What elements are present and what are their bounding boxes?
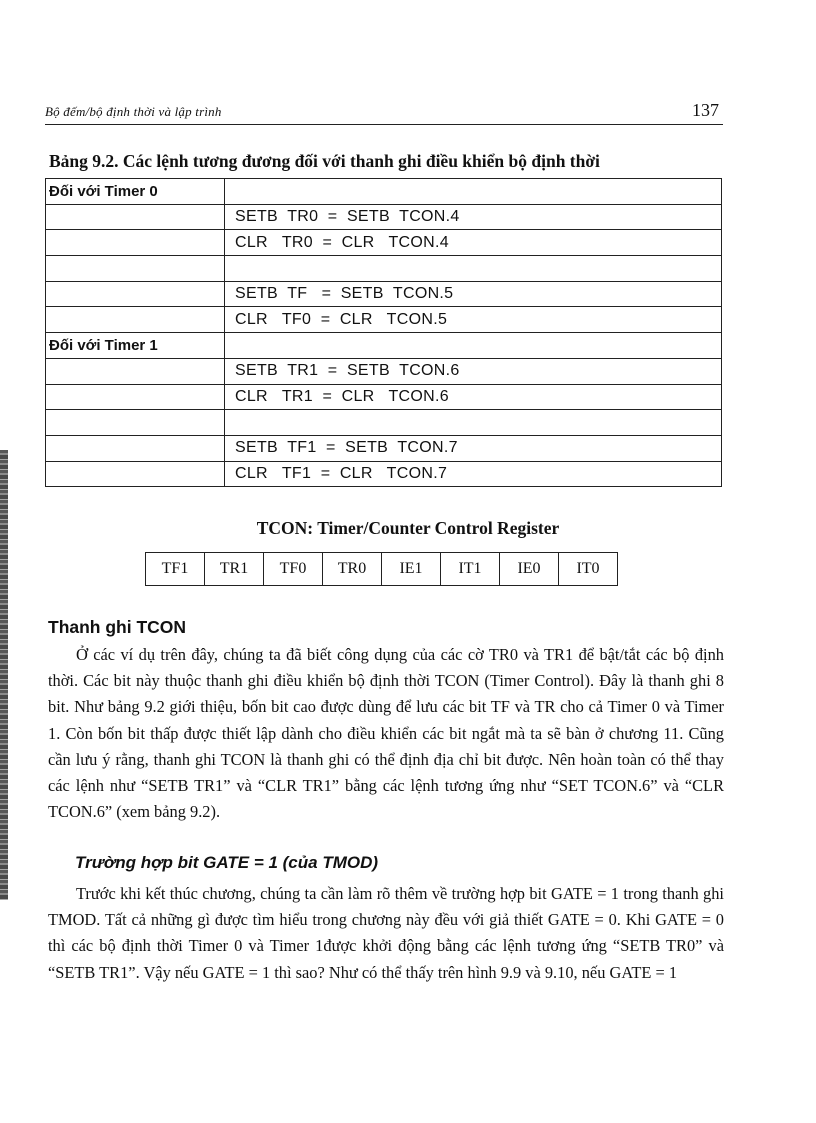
timer-label-cell <box>46 410 225 436</box>
page-header <box>45 100 723 125</box>
timer-label-cell <box>46 435 225 461</box>
register-bit-cell: IT1 <box>441 553 500 586</box>
instruction-cell <box>225 256 722 282</box>
register-bit-cell: IE0 <box>500 553 559 586</box>
register-title: TCON: Timer/Counter Control Register <box>256 518 560 538</box>
table-row <box>46 461 722 487</box>
register-bit-cell: TF1 <box>146 553 205 586</box>
timer-label-cell <box>46 384 225 410</box>
instruction-cell: SETB TR0 = SETB TCON.4 <box>225 204 722 230</box>
table-row <box>46 435 722 461</box>
timer-label-cell: Đối với Timer 1 <box>46 333 225 359</box>
register-bit-cell: TF0 <box>264 553 323 586</box>
table-row <box>46 333 722 359</box>
timer-label-cell <box>46 358 225 384</box>
timer-label-cell <box>46 256 225 282</box>
timer-label-cell <box>46 461 225 487</box>
table-row <box>46 230 722 256</box>
table-caption: Bảng 9.2. Các lệnh tương đương đối với thanh ghi điều khiển bộ định thời <box>49 151 600 171</box>
timer-label-cell <box>46 281 225 307</box>
tcon-register-diagram <box>145 552 618 586</box>
register-bit-cell: TR1 <box>205 553 264 586</box>
instruction-cell: CLR TR0 = CLR TCON.4 <box>225 230 722 256</box>
instruction-cell: CLR TF1 = CLR TCON.7 <box>225 461 722 487</box>
register-bit-cell: TR0 <box>323 553 382 586</box>
table-body <box>46 179 722 487</box>
register-bit-cell: IE1 <box>382 553 441 586</box>
table-row <box>46 358 722 384</box>
paragraph-gate: Trước khi kết thúc chương, chúng ta cần làm rõ thêm về trường hợp bit GATE = 1 trong thanh ghi TMOD. Tất cả những gì được tìm hiểu trong chương này đều với giả thiết GATE = 0. Khi GATE = 0 thì các bộ định thời Timer 0 và Timer 1được khởi động bằng các lệnh tương ứng “SETB TR0” và “SETB TR1”. Vậy nếu GATE = 1 thì sao? Như có thể thấy trên hình 9.9 và 9.10, nếu GATE = 1 <box>48 884 724 982</box>
timer-label-cell <box>46 307 225 333</box>
table-row <box>46 179 722 205</box>
timer-label-cell <box>46 204 225 230</box>
running-title: Bộ đếm/bộ định thời và lập trình <box>45 104 222 119</box>
timer-label-cell <box>46 230 225 256</box>
instruction-cell <box>225 333 722 359</box>
table-row <box>46 410 722 436</box>
register-bits-row <box>146 553 618 586</box>
equivalent-instructions-table <box>45 178 722 487</box>
table-row <box>46 281 722 307</box>
instruction-cell: CLR TR1 = CLR TCON.6 <box>225 384 722 410</box>
page-number: 137 <box>692 100 719 120</box>
table-row <box>46 307 722 333</box>
timer-label-cell: Đối với Timer 0 <box>46 179 225 205</box>
paragraph-tcon: Ở các ví dụ trên đây, chúng ta đã biết công dụng của các cờ TR0 và TR1 để bật/tắt các bộ định thời. Các bit này thuộc thanh ghi điều khiển bộ định thời TCON (Timer Control). Đây là thanh ghi 8 bit. Như bảng 9.2 giới thiệu, bốn bit cao được dùng để lưu các bit TF và TR cho cả Timer 0 và Timer 1. Còn bốn bit thấp được thiết lập dành cho điều khiển các bit ngắt mà ta sẽ bàn ở chương 11. Cũng cần lưu ý rằng, thanh ghi TCON là thanh ghi có thể định địa chỉ bit được. Nên hoàn toàn có thể thay các lệnh như “SETB TR1” và “CLR TR1” bằng các lệnh tương ứng như “SET TCON.6” và “CLR TCON.6” (xem bảng 9.2). <box>48 645 724 822</box>
section-title: Thanh ghi TCON <box>48 617 187 637</box>
instruction-cell <box>225 179 722 205</box>
instruction-cell: SETB TF1 = SETB TCON.7 <box>225 435 722 461</box>
instruction-cell: CLR TF0 = CLR TCON.5 <box>225 307 722 333</box>
register-bit-cell: IT0 <box>559 553 618 586</box>
instruction-cell <box>225 410 722 436</box>
instruction-cell: SETB TR1 = SETB TCON.6 <box>225 358 722 384</box>
table-row <box>46 256 722 282</box>
subheading-gate: Trường hợp bit GATE = 1 (của TMOD) <box>75 853 379 872</box>
table-row <box>46 384 722 410</box>
instruction-cell: SETB TF = SETB TCON.5 <box>225 281 722 307</box>
table-row <box>46 204 722 230</box>
